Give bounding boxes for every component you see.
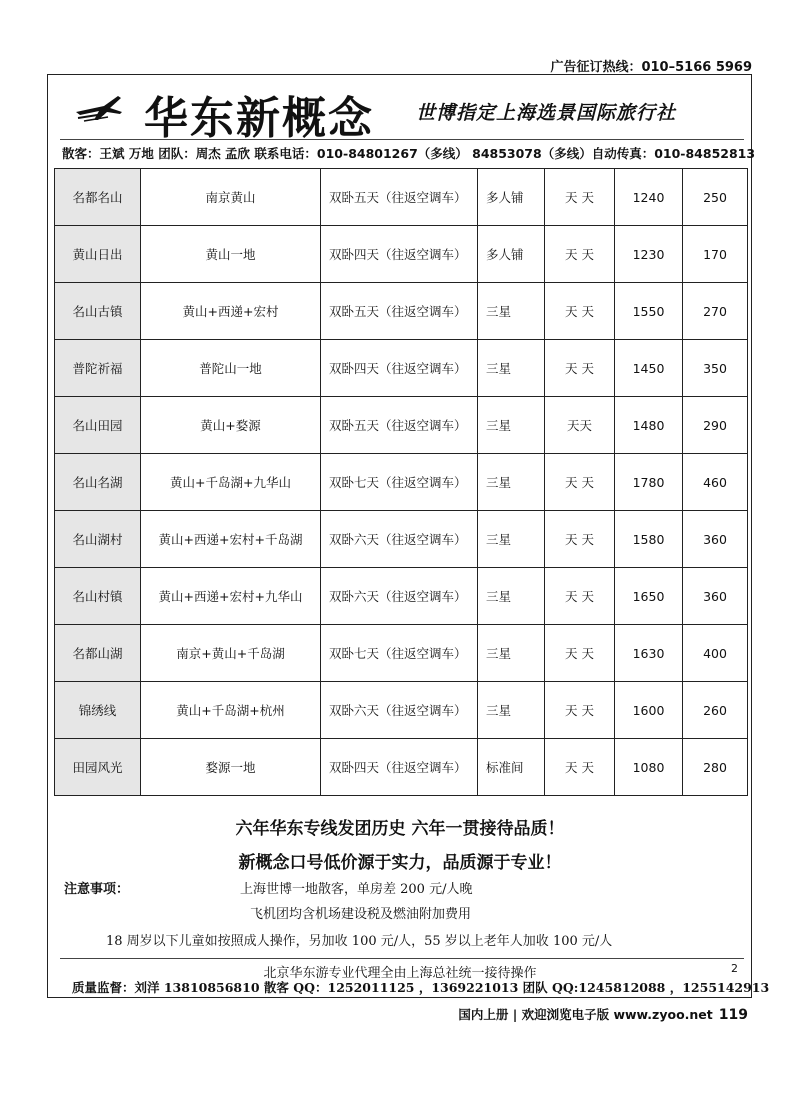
table-row [55,397,748,454]
cell-accommodation: 三星 [478,397,545,454]
table-row [55,340,748,397]
footer-supervision: 质量监督：刘洋 13810856810 散客 QQ：1252011125 ，1369221013 团队 QQ:1245812088 ，1255142913 [72,980,770,995]
cell-destinations: 黄山+千岛湖+九华山 [141,454,321,511]
cell-route-name: 名山湖村 [55,511,141,568]
cell-child-price: 460 [683,454,748,511]
cell-destinations: 黄山+西递+宏村+千岛湖 [141,511,321,568]
cell-departure: 天 天 [545,454,615,511]
cell-destinations: 普陀山一地 [141,340,321,397]
table-row [55,568,748,625]
brand-title: 华东新概念 [144,93,374,144]
cell-accommodation: 三星 [478,625,545,682]
cell-price: 1080 [615,739,683,796]
cell-departure: 天 天 [545,169,615,226]
slogan-history: 六年华东专线发团历史 六年一贯接待品质！ [235,819,565,839]
slogan-quality: 新概念口号低价源于实力，品质源于专业！ [238,853,562,873]
cell-route-name: 名都山湖 [55,625,141,682]
cell-transport: 双卧五天（往返空调车） [321,397,478,454]
cell-transport: 双卧六天（往返空调车） [321,511,478,568]
table-row [55,454,748,511]
cell-child-price: 280 [683,739,748,796]
cell-route-name: 名山名湖 [55,454,141,511]
cell-price: 1630 [615,625,683,682]
brand-subtitle: 世博指定上海选景国际旅行社 [416,102,677,124]
table-row [55,739,748,796]
cell-route-name: 田园风光 [55,739,141,796]
cell-departure: 天 天 [545,340,615,397]
table-row [55,226,748,283]
airplane-logo-icon [74,90,124,124]
cell-price: 1650 [615,568,683,625]
cell-transport: 双卧四天（往返空调车） [321,226,478,283]
cell-transport: 双卧四天（往返空调车） [321,340,478,397]
cell-destinations: 婺源一地 [141,739,321,796]
cell-price: 1230 [615,226,683,283]
cell-accommodation: 三星 [478,283,545,340]
cell-accommodation: 三星 [478,511,545,568]
note-age-surcharge: 18 周岁以下儿童如按照成人操作，另加收 100 元/人，55 岁以上老年人加收 100 元/人 [106,934,613,949]
cell-transport: 双卧六天（往返空调车） [321,682,478,739]
cell-price: 1240 [615,169,683,226]
cell-accommodation: 三星 [478,682,545,739]
footer-agency: 北京华东游专业代理全由上海总社统一接待操作 [263,966,537,981]
cell-child-price: 360 [683,511,748,568]
cell-destinations: 南京黄山 [141,169,321,226]
cell-destinations: 黄山+西递+宏村 [141,283,321,340]
tour-table [54,168,747,796]
page-number: 119 [718,1007,748,1023]
cell-destinations: 黄山+西递+宏村+九华山 [141,568,321,625]
cell-route-name: 普陀祈福 [55,340,141,397]
cell-price: 1450 [615,340,683,397]
table-row [55,283,748,340]
cell-child-price: 270 [683,283,748,340]
table-row [55,625,748,682]
cell-departure: 天 天 [545,283,615,340]
cell-departure: 天 天 [545,739,615,796]
cell-transport: 双卧六天（往返空调车） [321,568,478,625]
notes-label: 注意事项： [64,882,130,897]
page-small-number: 2 [731,962,738,975]
cell-accommodation: 三星 [478,568,545,625]
cell-accommodation: 多人铺 [478,169,545,226]
cell-route-name: 锦绣线 [55,682,141,739]
cell-route-name: 名都名山 [55,169,141,226]
cell-departure: 天 天 [545,682,615,739]
cell-route-name: 黄山日出 [55,226,141,283]
table-row [55,682,748,739]
table-row [55,511,748,568]
cell-price: 1550 [615,283,683,340]
cell-destinations: 南京+黄山+千岛湖 [141,625,321,682]
cell-child-price: 250 [683,169,748,226]
cell-route-name: 名山古镇 [55,283,141,340]
cell-accommodation: 多人铺 [478,226,545,283]
cell-route-name: 名山村镇 [55,568,141,625]
header-divider [60,139,744,140]
ad-hotline: 广告征订热线：010–5166 5969 [550,60,752,75]
cell-transport: 双卧四天（往返空调车） [321,739,478,796]
cell-accommodation: 标准间 [478,739,545,796]
cell-transport: 双卧七天（往返空调车） [321,454,478,511]
header [60,80,740,144]
cell-child-price: 290 [683,397,748,454]
cell-child-price: 260 [683,682,748,739]
cell-departure: 天 天 [545,625,615,682]
cell-destinations: 黄山+千岛湖+杭州 [141,682,321,739]
cell-departure: 天 天 [545,226,615,283]
table-row [55,169,748,226]
note-airport-tax: 飞机团均含机场建设税及燃油附加费用 [250,907,472,922]
footer-divider [60,958,744,959]
cell-accommodation: 三星 [478,454,545,511]
cell-child-price: 350 [683,340,748,397]
cell-transport: 双卧五天（往返空调车） [321,169,478,226]
cell-departure: 天 天 [545,568,615,625]
bottom-bar [458,1005,748,1023]
cell-price: 1780 [615,454,683,511]
cell-child-price: 400 [683,625,748,682]
cell-destinations: 黄山+婺源 [141,397,321,454]
cell-departure: 天 天 [545,511,615,568]
cell-destinations: 黄山一地 [141,226,321,283]
bottom-text: 国内上册 | 欢迎浏览电子版 www.zyoo.net [458,1007,713,1022]
cell-child-price: 170 [683,226,748,283]
cell-transport: 双卧七天（往返空调车） [321,625,478,682]
cell-price: 1600 [615,682,683,739]
cell-child-price: 360 [683,568,748,625]
cell-transport: 双卧五天（往返空调车） [321,283,478,340]
note-single-room: 上海世博一地散客，单房差 200 元/人晚 [240,882,473,897]
contact-line: 散客：王斌 万地 团队：周杰 孟欣 联系电话：010-84801267（多线） 84853078（多线）自动传真：010-84852813 [62,146,756,161]
cell-accommodation: 三星 [478,340,545,397]
cell-price: 1480 [615,397,683,454]
cell-route-name: 名山田园 [55,397,141,454]
cell-price: 1580 [615,511,683,568]
cell-departure: 天天 [545,397,615,454]
